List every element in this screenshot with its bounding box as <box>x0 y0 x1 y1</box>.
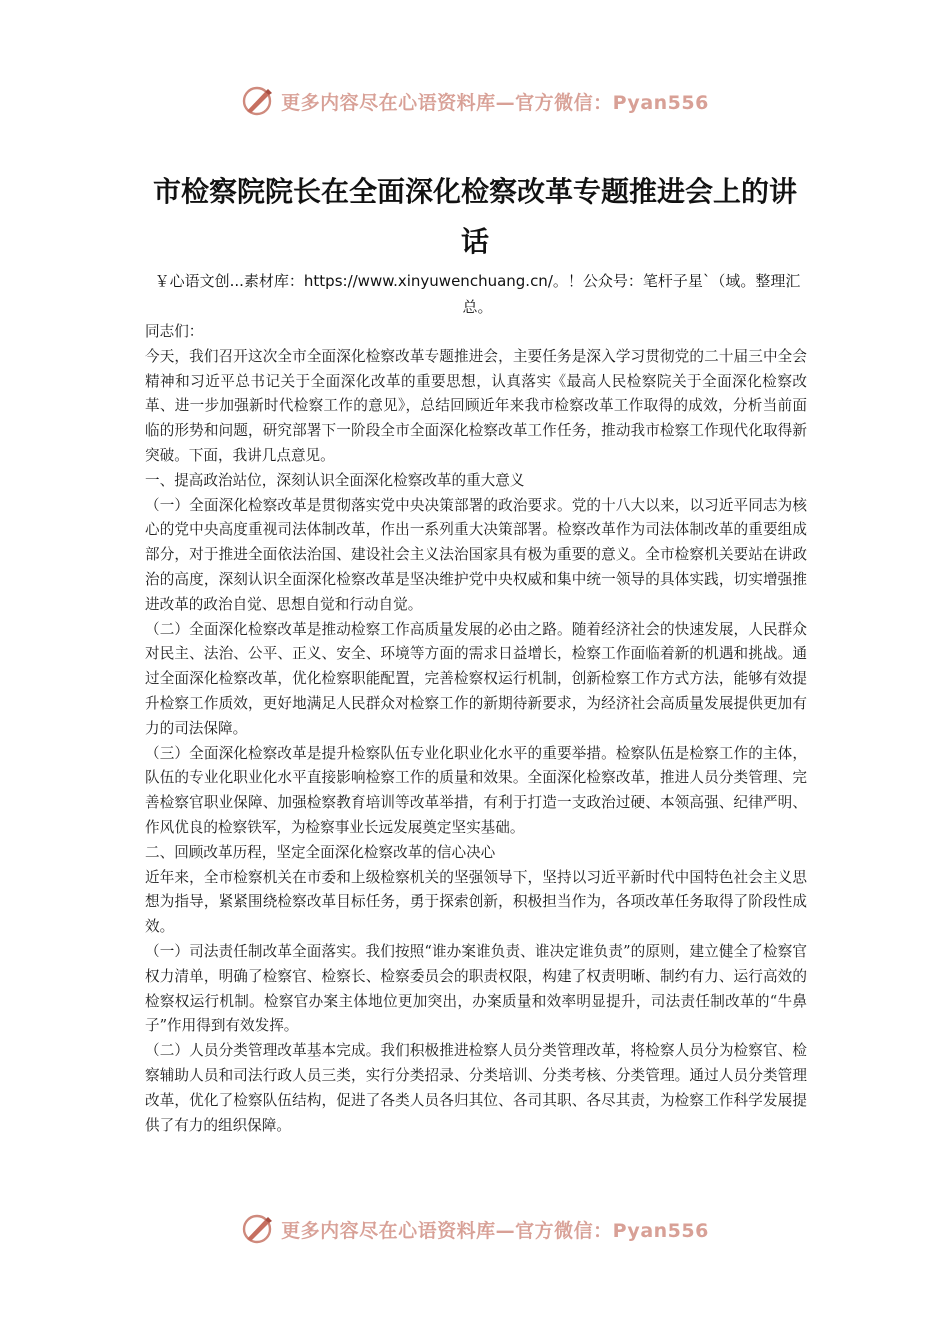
paragraph: （一）全面深化检察改革是贯彻落实党中央决策部署的政治要求。党的十八大以来，以习近平同志为核心的党中央高度重视司法体制改革，作出一系列重大决策部署。检察改革作为司法体制改革的重要组成部分，对于推进全面依法治国、建设社会主义法治国家具有极为重要的意义。全市检察机关要站在讲政治的高度，深刻认识全面深化检察改革是坚决维护党中央权威和集中统一领导的具体实践，切实增强推进改革的政治自觉、思想自觉和行动自觉。 <box>145 496 807 613</box>
paragraph: （二）人员分类管理改革基本完成。我们积极推进检察人员分类管理改革，将检察人员分为检察官、检察辅助人员和司法行政人员三类，实行分类招录、分类培训、分类考核、分类管理。通过人员分类管理改革，优化了检察队伍结构，促进了各类人员各归其位、各司其职、各尽其责，为检察工作科学发展提供了有力的组织保障。 <box>145 1042 807 1134</box>
source-line: ￥心语文创...素材库：https://www.xinyuwenchuang.cn/。！公众号：笔杆子星`（域。整理汇总。 <box>154 272 801 316</box>
paragraph: （三）全面深化检察改革是提升检察队伍专业化职业化水平的重要举措。检察队伍是检察工作的主体，队伍的专业化职业化水平直接影响检察工作的质量和效果。全面深化检察改革，推进人员分类管理、完善检察官职业保障、加强检察教育培训等改革举措，有利于打造一支政治过硬、本领高强、纪律严明、作风优良的检察铁军，为检察事业长远发展奠定坚实基础。 <box>145 744 807 836</box>
section-heading: 二、回顾改革历程，坚定全面深化检察改革的信心决心 <box>145 843 496 861</box>
paragraph: （二）全面深化检察改革是推动检察工作高质量发展的必由之路。随着经济社会的快速发展，人民群众对民主、法治、公平、正义、安全、环境等方面的需求日益增长，检察工作面临着新的机遇和挑战。通过全面深化检察改革，优化检察职能配置，完善检察权运行机制，创新检察工作方式方法，能够有效提升检察工作质效，更好地满足人民群众对检察工作的新期待新要求，为经济社会高质量发展提供更加有力的司法保障。 <box>145 620 807 737</box>
banner-text: 更多内容尽在心语资料库—官方微信：Pyan556 <box>281 1219 709 1242</box>
footer-banner <box>0 1206 950 1252</box>
salutation: 同志们： <box>145 323 204 340</box>
header-banner <box>0 78 950 124</box>
pen-circle-logo-icon <box>241 84 275 118</box>
document-title: 市检察院院长在全面深化检察改革专题推进会上的讲话 <box>152 174 797 258</box>
paragraph: 今天，我们召开这次全市全面深化检察改革专题推进会，主要任务是深入学习贯彻党的二十届三中全会精神和习近平总书记关于全面深化改革的重要思想，认真落实《最高人民检察院关于全面深化检察改革、进一步加强新时代检察工作的意见》，总结回顾近年来我市检察改革工作取得的成效，分析当前面临的形势和问题，研究部署下一阶段全市全面深化检察改革工作任务，推动我市检察工作现代化取得新突破。下面，我讲几点意见。 <box>145 347 807 464</box>
banner-text: 更多内容尽在心语资料库—官方微信：Pyan556 <box>281 91 709 114</box>
paragraph: （一）司法责任制改革全面落实。我们按照“谁办案谁负责、谁决定谁负责”的原则，建立健全了检察官权力清单，明确了检察官、检察长、检察委员会的职责权限，构建了权责明晰、制约有力、运行高效的检察权运行机制。检察官办案主体地位更加突出，办案质量和效率明显提升，司法责任制改革的“牛鼻子”作用得到有效发挥。 <box>145 942 807 1035</box>
pen-circle-logo-icon <box>241 1212 275 1246</box>
paragraph: 近年来，全市检察机关在市委和上级检察机关的坚强领导下，坚持以习近平新时代中国特色社会主义思想为指导，紧紧围绕检察改革目标任务，勇于探索创新，积极担当作为，各项改革任务取得了阶段性成效。 <box>145 868 807 936</box>
document-body <box>145 320 807 1138</box>
section-heading: 一、提高政治站位，深刻认识全面深化检察改革的重大意义 <box>145 471 525 489</box>
